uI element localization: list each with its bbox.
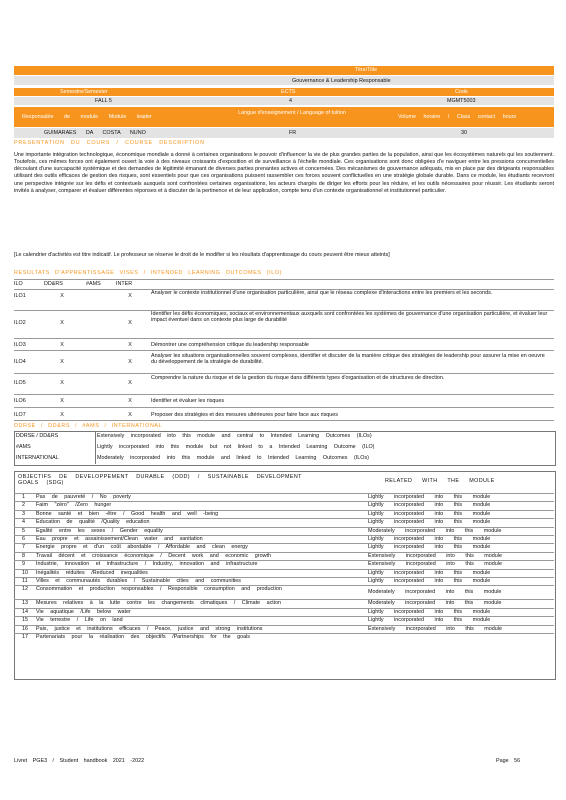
legend-code: INTERNATIONAL [16, 455, 59, 461]
sdg-number: 17 [22, 634, 28, 640]
sdg-goal-label: Egalité entre les sexes / Gender equality [36, 527, 163, 534]
ilo-code: ILO6 [14, 398, 26, 404]
sdg-number: 5 [22, 527, 25, 534]
sdg-number: 12 [22, 586, 28, 593]
footer-page: Page 56 [496, 758, 521, 764]
sdg-number: 8 [22, 552, 25, 559]
sdg-number: 7 [22, 544, 25, 551]
ilo-dd-mark: X [60, 398, 64, 404]
sdg-relation: Lightly incorporated into this module [368, 578, 491, 584]
ilo-col-ams: #AMS [86, 281, 101, 287]
sdg-relation: Lightly incorporated into this module [368, 608, 491, 615]
sdg-relation: Moderately incorporated into this module [368, 589, 502, 596]
ilo-description: Identifier et évaluer les risques [151, 398, 225, 404]
sdg-relation: Lightly incorporated into this module [368, 544, 491, 551]
ects-label: ECTS [281, 89, 296, 95]
sdg-goal-label: Bonne santé et bien -être / Good health and well -being [36, 510, 219, 517]
ilo-description: Analyser les situations organisationnelles souvent complexes, identifier et discuter de la manière critique des stratégies de leadership pour assurer la mise en oeuvre du développement de la stratégie de durabilité. [151, 353, 545, 366]
ilo-row-divider [14, 373, 554, 374]
ilo-divider-top [14, 279, 554, 280]
sdg-goal-label: Vie terrestre / Life on land [36, 617, 123, 624]
sdg-number: 3 [22, 510, 25, 517]
sdg-heading: OBJECTIFS DE DEVELOPPEMENT DURABLE (ODD) / SUSTAINABLE DEVELOPMENT GOALS (SDG) [18, 474, 302, 487]
sdg-goal-label: Energie propre et d'un coût abordable / Affordable and clean energy [36, 544, 248, 551]
sdg-number: 14 [22, 608, 28, 615]
sdg-number: 4 [22, 519, 25, 526]
sdg-number: 2 [22, 502, 25, 509]
sdg-number: 16 [22, 625, 28, 632]
ilo-dd-mark: X [60, 380, 64, 386]
legend-col-divider [95, 431, 96, 464]
ilo-row-divider [14, 394, 554, 395]
ects-value: 4 [289, 98, 292, 104]
legend-heading: DDRSE / DD&RS / #AMS / INTERNATIONAL [14, 423, 163, 429]
sdg-goal-label: Inégalités réduites /Reduced inequalities [36, 569, 148, 576]
sdg-related-heading: RELATED WITH THE MODULE [385, 478, 495, 484]
hours-value: 30 [461, 130, 467, 136]
legend-code: #AMS [16, 444, 31, 450]
title-label: Titre/Title [355, 67, 378, 73]
sdg-goal-label: Eau propre et assainissement/Clean water and sanitation [36, 536, 203, 542]
sdg-relation: Lightly incorporated into this module [368, 569, 491, 576]
sdg-goal-label: Education de qualité /Quality education [36, 519, 150, 526]
sdg-number: 13 [22, 600, 28, 607]
ilo-inter-mark: X [128, 359, 132, 365]
ilo-code: ILO3 [14, 342, 26, 348]
ilo-dd-mark: X [60, 359, 64, 365]
presentation-note: [Le calendrier d'activités est titre indicatif. Le professeur se réserve le droit de le modifier si les résultats d'apprentissage du cours peuvent être mieux atteints] [14, 252, 390, 258]
sdg-goal-label: Faim "zéro" /Zero hunger [36, 502, 112, 509]
ilo-heading: RESULTATS D'APPRENTISSAGE VISES / INTENDED LEARNING OUTCOMES (ILO) [14, 270, 283, 276]
ilo-dd-mark: X [60, 342, 64, 348]
ilo-code: ILO4 [14, 359, 26, 365]
sdg-number: 9 [22, 561, 25, 568]
ilo-description: Identifier les défis économiques, sociaux et environnementaux auxquels sont confrontées les systèmes de gouvernance d'une organisation particulière, et évaluer leur impact éventuel dans un contexte plus large de durabilité [151, 311, 548, 324]
sdg-goal-label: Vie aquatique /Life below water [36, 608, 131, 615]
sdg-relation: Lightly incorporated into this module [368, 617, 491, 624]
sdg-number: 1 [22, 494, 25, 500]
ilo-inter-mark: X [128, 342, 132, 348]
ilo-inter-mark: X [128, 380, 132, 386]
title-label-bar [14, 66, 554, 75]
sdg-relation: Extensively incorporated into this module [368, 552, 502, 559]
ilo-description: Analyser le contexte institutionnel d'une organisation particulière, ainsi que le réseau complexe d'interactions entre les premiers et les seconds. [151, 290, 493, 296]
ilo-dd-mark: X [60, 293, 64, 299]
sdg-goal-label: Paix, justice et institutions efficaces / Peace, justice and strong institutions [36, 625, 263, 632]
language-label: Langue d'enseignement / Language of tuition [238, 110, 346, 116]
hours-label: Volume horaire / Class contact hours [398, 114, 517, 120]
ilo-row-divider [14, 338, 554, 339]
sdg-goal-label: Consommation et production responsables / Responsible consumption and production [36, 586, 282, 593]
sdg-goal-label: Partenariats pour la réalisation des objectifs /Partnerships for the goals [36, 634, 250, 640]
ilo-inter-mark: X [128, 293, 132, 299]
ilo-code: ILO2 [14, 320, 26, 326]
footer-left: Livret PGE3 / Student handbook 2021 -2022 [14, 758, 145, 764]
responsible-value: GUIMARAES DA COSTA NUNO [44, 130, 146, 136]
sdg-relation: Extensively incorporated into this module [368, 625, 502, 632]
ilo-code: ILO1 [14, 293, 26, 299]
sdg-relation: Lightly incorporated into this module [368, 494, 491, 500]
ilo-description: Démontrer une compréhension critique du leadership responsable [151, 342, 309, 348]
sdg-number: 15 [22, 617, 28, 624]
sdg-goal-label: Industrie, innovation et infrastructure / Industry, innovation and infrastructure [36, 561, 258, 568]
semester-value: FALL 5 [95, 98, 112, 104]
sdg-number: 10 [22, 569, 28, 576]
sdg-number: 11 [22, 578, 28, 584]
sdg-goal-label: Mesures relatives à la lutte contre les changements climatiques / Climate action [36, 600, 281, 607]
semester-label: Semestre/Semester [60, 89, 108, 95]
ilo-col-dd: DD&RS [44, 281, 63, 287]
sdg-goal-label: Travail décent et croissance économique / Decent work and economic growth [36, 552, 271, 559]
ilo-code: ILO5 [14, 380, 26, 386]
ilo-col-ilo: ILO [14, 281, 23, 287]
ilo-row-divider [14, 407, 554, 408]
legend-text: Extensively incorporated into this module and central to Intended Learning Outcomes (ILOs) [97, 433, 372, 439]
sdg-relation: Moderately incorporated into this module [368, 527, 502, 534]
presentation-heading: PRESENTATION DU COURS / COURSE DESCRIPTION [14, 140, 205, 146]
presentation-body: Une importante intégration technologique, économique mondiale a donné à certaines organisations le pouvoir d'influencer la vie de plus grandes parties de la population, ainsi que les écosystèmes naturels qui les soutiennent. Toutefois, ces mêmes forces ont également ouvert la voie à des niveaux croissants d'exposition et de surveillance à l'échelle mondiale. Ces organisations sont donc obligées d'e naviguer entre les pressions concurrentielles découlant d'une surcapacité systémique et des demandes de légitimité émanant de diverses parties prenantes actives et concernées. Des mécanismes de gouvernance adéquats, mis en place par des dirigeants responsables utilisant des outils efficaces de gestion des risques, sont essentiels pour que ces organisations puissent rassembler ces forces souvent conflictuelles en une stratégie globale durable. Dans ce module, les étudiants recevront une perspective intégrée sur les défis et contextuels auxquels sont confrontées certaines organisations, les acteurs chargés de diriger les efforts pour les réduire, et les outils nécessaires pour réussir. Les étudiants seront invités à analyser, comparer et évaluer différentes réponses et à discuter de la pertinence et de leur application, compte tenu d'un contexte organisationnel et institutionnel particulier. [14, 152, 554, 194]
sdg-relation: Moderately incorporated into this module [368, 600, 502, 607]
legend-text: Moderately incorporated into this module and linked to Intended Learning Outcomes (ILOs) [97, 455, 369, 461]
sdg-number: 6 [22, 536, 25, 542]
ilo-code: ILO7 [14, 412, 26, 418]
code-label: Code [455, 89, 468, 95]
ilo-inter-mark: X [128, 398, 132, 404]
sdg-relation: Lightly incorporated into this module [368, 536, 491, 542]
ilo-dd-mark: X [60, 412, 64, 418]
course-title: Gouvernance & Leadership Responsable [292, 78, 391, 84]
ilo-dd-mark: X [60, 320, 64, 326]
code-value: MGMT5003 [447, 98, 476, 104]
sdg-relation: Lightly incorporated into this module [368, 519, 491, 526]
ilo-description: Proposer des stratégies et des mesures ultérieures pour faire face aux risques [151, 412, 338, 418]
sdg-relation: Extensively incorporated into this module [368, 561, 502, 568]
ilo-col-inter: INTER [116, 281, 133, 287]
language-value: FR [289, 130, 297, 136]
ilo-divider-bottom [14, 420, 554, 421]
sdg-relation: Lightly incorporated into this module [368, 502, 491, 509]
ilo-row-divider [14, 350, 554, 351]
legend-code: DDRSE / DD&RS [16, 433, 59, 439]
ilo-inter-mark: X [128, 320, 132, 326]
legend-text: Lightly incorporated into this module but not linked to a Intended Learning Outcome (ILO) [97, 444, 375, 450]
responsible-label: Responsable de module Module leader [22, 114, 152, 120]
sdg-relation: Lightly incorporated into this module [368, 510, 491, 517]
ilo-inter-mark: X [128, 412, 132, 418]
ilo-description: Comprendre la nature du risque et de la gestion du risque dans différents types d'organisation et de structures de direction. [151, 375, 445, 381]
sdg-goal-label: Pas de pauvreté / No poverty [36, 494, 131, 500]
sdg-goal-label: Villes et communautés durables / Sustainable cities and communities [36, 578, 241, 584]
